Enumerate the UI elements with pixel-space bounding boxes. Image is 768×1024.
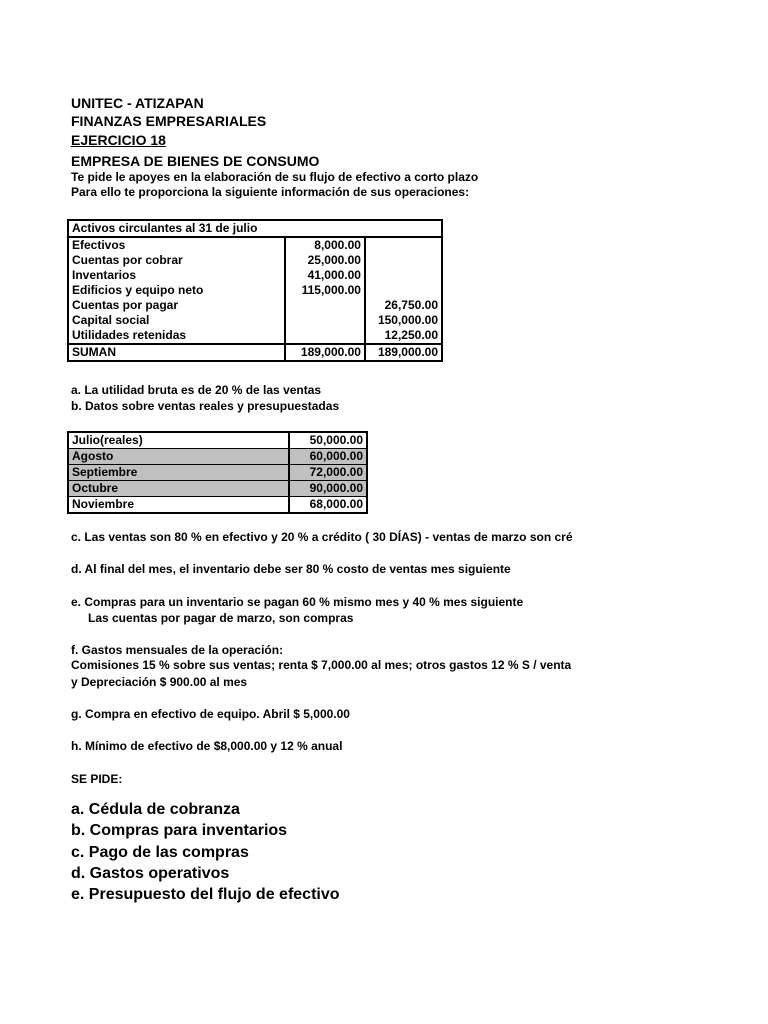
school-title: UNITEC - ATIZAPAN — [71, 95, 204, 111]
note-g: g. Compra en efectivo de equipo. Abril $ 5,000.00 — [71, 707, 350, 721]
month-label: Octubre — [68, 481, 289, 497]
row-debit: 115,000.00 — [285, 283, 365, 298]
note-f1: f. Gastos mensuales de la operación: — [71, 643, 284, 657]
balance-table-header — [68, 220, 442, 237]
task-item: d. Gastos operativos — [71, 865, 230, 882]
sales-table — [67, 431, 368, 514]
row-label: Inventarios — [72, 268, 137, 282]
note-d: d. Al final del mes, el inventario debe ser 80 % costo de ventas mes siguiente — [71, 562, 511, 576]
row-credit — [365, 253, 442, 268]
task-item: a. Cédula de cobranza — [71, 801, 240, 818]
task-item: c. Pago de las compras — [71, 844, 249, 861]
month-value: 90,000.00 — [289, 481, 367, 497]
table-row — [68, 481, 367, 497]
table-row — [68, 237, 442, 253]
se-pide-label: SE PIDE: — [71, 772, 123, 786]
row-label: Utilidades retenidas — [72, 328, 187, 342]
table-row — [68, 449, 367, 465]
table-row — [68, 253, 442, 268]
row-label: Cuentas por pagar — [72, 298, 179, 312]
row-credit — [365, 283, 442, 298]
row-credit: 150,000.00 — [377, 313, 438, 327]
row-credit — [365, 268, 442, 283]
month-label: Noviembre — [68, 497, 289, 514]
total-row — [68, 344, 442, 361]
course-title: FINANZAS EMPRESARIALES — [71, 113, 267, 129]
intro-line-2: Para ello te proporciona la siguiente información de sus operaciones: — [71, 185, 470, 199]
row-debit: 41,000.00 — [285, 268, 365, 283]
row-label: Capital social — [72, 313, 150, 327]
row-debit: 8,000.00 — [285, 237, 365, 253]
balance-table — [67, 219, 443, 362]
table-row — [68, 432, 367, 449]
total-debit: 189,000.00 — [285, 344, 365, 361]
row-debit — [285, 298, 365, 313]
note-b: b. Datos sobre ventas reales y presupuestadas — [71, 399, 340, 413]
month-label: Julio(reales) — [68, 432, 289, 449]
note-e2: Las cuentas por pagar de marzo, son compras — [88, 611, 354, 625]
note-a: a. La utilidad bruta es de 20 % de las ventas — [71, 383, 322, 397]
table-row — [68, 465, 367, 481]
task-item: b. Compras para inventarios — [71, 822, 288, 839]
table-row — [68, 497, 367, 514]
total-label: SUMAN — [68, 344, 285, 361]
row-debit — [285, 328, 365, 344]
note-e1: e. Compras para un inventario se pagan 60 % mismo mes y 40 % mes siguiente — [71, 595, 524, 609]
row-debit — [285, 313, 365, 328]
note-f3: y Depreciación $ 900.00 al mes — [71, 675, 248, 689]
table-row — [68, 283, 442, 298]
month-value: 72,000.00 — [289, 465, 367, 481]
month-label: Agosto — [68, 449, 289, 465]
company-title: EMPRESA DE BIENES DE CONSUMO — [71, 153, 320, 169]
month-label: Septiembre — [68, 465, 289, 481]
table-row — [68, 298, 442, 313]
total-credit: 189,000.00 — [365, 344, 442, 361]
row-debit: 25,000.00 — [285, 253, 365, 268]
month-value: 60,000.00 — [289, 449, 367, 465]
row-credit: 12,250.00 — [384, 328, 438, 342]
task-item: e. Presupuesto del flujo de efectivo — [71, 886, 340, 903]
note-f2: Comisiones 15 % sobre sus ventas; renta $ 7,000.00 al mes; otros gastos 12 % S / venta — [71, 658, 572, 672]
table-row — [68, 268, 442, 283]
table-row — [68, 328, 442, 344]
month-value: 68,000.00 — [289, 497, 367, 514]
row-label: Efectivos — [72, 238, 126, 252]
intro-line-1: Te pide le apoyes en la elaboración de su flujo de efectivo a corto plazo — [71, 170, 479, 184]
row-credit: 26,750.00 — [384, 298, 438, 312]
note-c: c. Las ventas son 80 % en efectivo y 20 % a crédito ( 30 DÍAS) - ventas de marzo son cré — [71, 530, 573, 544]
month-value: 50,000.00 — [289, 432, 367, 449]
balance-table-title: Activos circulantes al 31 de julio — [68, 220, 442, 237]
row-label: Edificios y equipo neto — [72, 283, 204, 297]
exercise-title: EJERCICIO 18 — [71, 132, 166, 148]
note-h: h. Mínimo de efectivo de $8,000.00 y 12 % anual — [71, 739, 343, 753]
row-credit — [365, 237, 442, 253]
row-label: Cuentas por cobrar — [72, 253, 183, 267]
table-row — [68, 313, 442, 328]
